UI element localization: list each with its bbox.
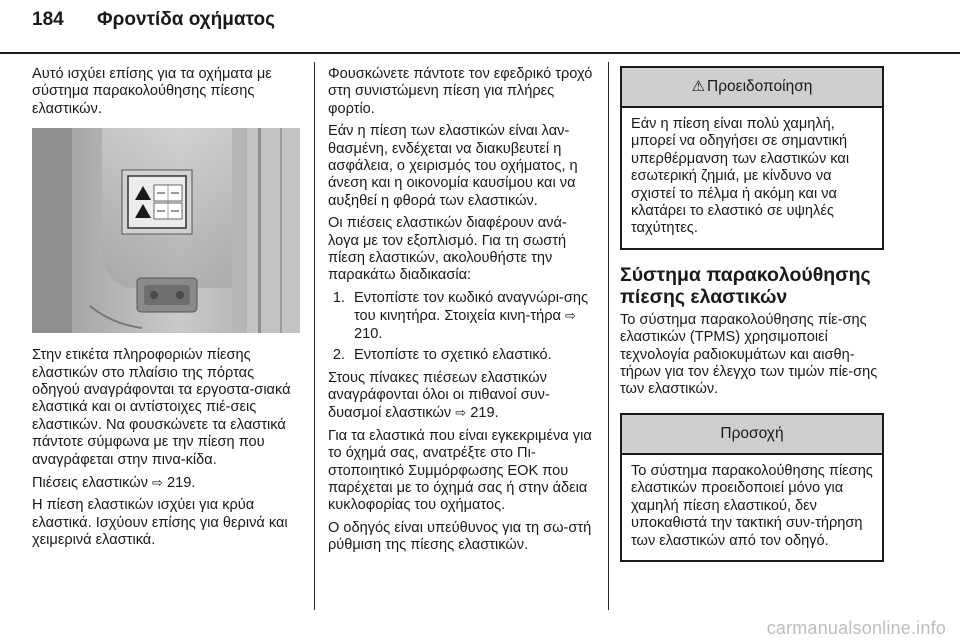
header-rule <box>0 52 960 54</box>
intro-paragraph: Αυτό ισχύει επίσης για τα οχήματα με σύστημα παρακολούθησης πίεσης ελαστικών. <box>32 66 272 117</box>
driver-responsible-paragraph: Ο οδηγός είναι υπεύθυνος για τη σω-στή ρύθμιση της πίεσης ελαστικών. <box>328 519 592 554</box>
procedure-step <box>328 290 594 343</box>
reference-page: 219. <box>167 475 196 492</box>
page-ref-arrow-icon: ⇨ <box>455 405 467 421</box>
page-number: 184 <box>32 9 64 30</box>
spare-wheel-paragraph: Φουσκώνετε πάντοτε τον εφεδρικό τροχό στη συνιστώμενη πίεση για πλήρες φορτίο. <box>328 66 593 117</box>
procedure-steps <box>328 290 594 365</box>
tire-label-illustration <box>32 128 300 333</box>
caution-header <box>622 415 882 455</box>
label-paragraph: Στην ετικέτα πληροφοριών πίεσης ελαστικών στο πλαίσιο της πόρτας οδηγού αναγράφονται τα εργοστα-σιακά ελαστικά και οι αντίστοιχες πιέ-σεις ελαστικών. Να φουσκώνετε τα ελαστικά πάντοτε σύμφωνα με την πίεση που αναγράφεται στην πινα-κίδα. <box>32 347 291 468</box>
cold-tires-paragraph: Η πίεση ελαστικών ισχύει για κρύα ελαστικά. Ισχύουν επίσης για θερινά και χειμερινά ελαστικά. <box>32 497 288 549</box>
procedure-intro-paragraph: Οι πιέσεις ελαστικών διαφέρουν ανά-λογα με τον εξοπλισμό. Για τη σωστή πίεση ελαστικών, ακολουθήστε την παρακάτω διαδικασία: <box>328 215 567 284</box>
combinations-ref-page: 219. <box>470 405 499 422</box>
warning-text: Εάν η πίεση είναι πολύ χαμηλή, μπορεί να οδηγήσει σε σημαντική υπερθέρμανση των ελαστικών και εσωτερική ζημιά, με κίνδυνο να σχιστεί το πέλμα ή ακόμη και να κλατάρει το ελαστικό σε υψηλές ταχύτητες. <box>631 116 850 237</box>
warning-box <box>620 66 884 250</box>
tpms-paragraph: Το σύστημα παρακολούθησης πίε-σης ελαστικών (TPMS) χρησιμοποιεί τεχνολογία ραδιοκυμάτων και αισθη-τήρων για τον έλεγχο των τιμών πίε-σης των ελαστικών. <box>620 311 878 398</box>
warning-title: Προειδοποίηση <box>707 78 813 96</box>
page-ref-arrow-icon: ⇨ <box>152 475 163 491</box>
column-divider-2 <box>608 62 609 610</box>
warning-header <box>622 68 882 108</box>
column-right <box>620 66 884 576</box>
caution-box <box>620 413 884 562</box>
page-ref-arrow-icon: ⇨ <box>565 308 576 324</box>
page-title: Φροντίδα οχήματος <box>97 9 275 30</box>
reference-text: Πιέσεις ελαστικών <box>32 475 148 492</box>
step-number: 1. <box>332 289 345 306</box>
page-header <box>0 0 960 54</box>
wrong-pressure-paragraph: Εάν η πίεση των ελαστικών είναι λαν-θασμένη, ενδέχεται να διακυβευτεί η ασφάλεια, ο χειρισμός του οχήματος, η άνεση και η οικονομία καυσίμου και να αυξηθεί η φθορά των ελαστικών. <box>328 123 578 209</box>
combinations-text: Στους πίνακες πιέσεων ελαστικών αναγράφονται όλοι οι πιθανοί συν-δυασμοί ελαστικών <box>328 369 550 422</box>
approved-tires-paragraph: Για τα ελαστικά που είναι εγκεκριμένα για το όχημά σας, ανατρέξτε στο Πι-στοποιητικό Συμμόρφωσης ΕΟΚ που παρέχεται με το όχημά σας ή στην άδεια κυκλοφορίας του οχήματος. <box>328 427 592 514</box>
column-left <box>32 66 300 555</box>
column-divider-1 <box>314 62 315 610</box>
watermark: carmanualsonline.info <box>766 618 946 638</box>
step-ref-page: 210. <box>354 325 383 342</box>
door-pillar-tire-label-photo <box>32 128 300 333</box>
caution-text: Το σύστημα παρακολούθησης πίεσης ελαστικών προειδοποιεί μόνο για χαμηλή πίεση ελαστικού, δεν υποκαθιστά την τακτική συν-τήρηση των ελαστικών από τον οδηγό. <box>631 462 873 549</box>
warning-triangle-icon: ⚠ <box>691 78 706 96</box>
step-number: 2. <box>332 347 345 364</box>
step-text: Εντοπίστε το σχετικό ελαστικό. <box>354 347 552 364</box>
step-text: Εντοπίστε τον κωδικό αναγνώρι-σης του κινητήρα. Στοιχεία κινη-τήρα <box>354 289 589 325</box>
procedure-step <box>328 347 594 364</box>
combinations-paragraph <box>328 370 594 423</box>
section-heading: Σύστημα παρακολούθησης πίεσης ελαστικών <box>620 263 871 308</box>
column-middle <box>328 66 594 560</box>
tire-pressure-reference <box>32 474 300 492</box>
caution-title: Προσοχή <box>720 425 784 443</box>
